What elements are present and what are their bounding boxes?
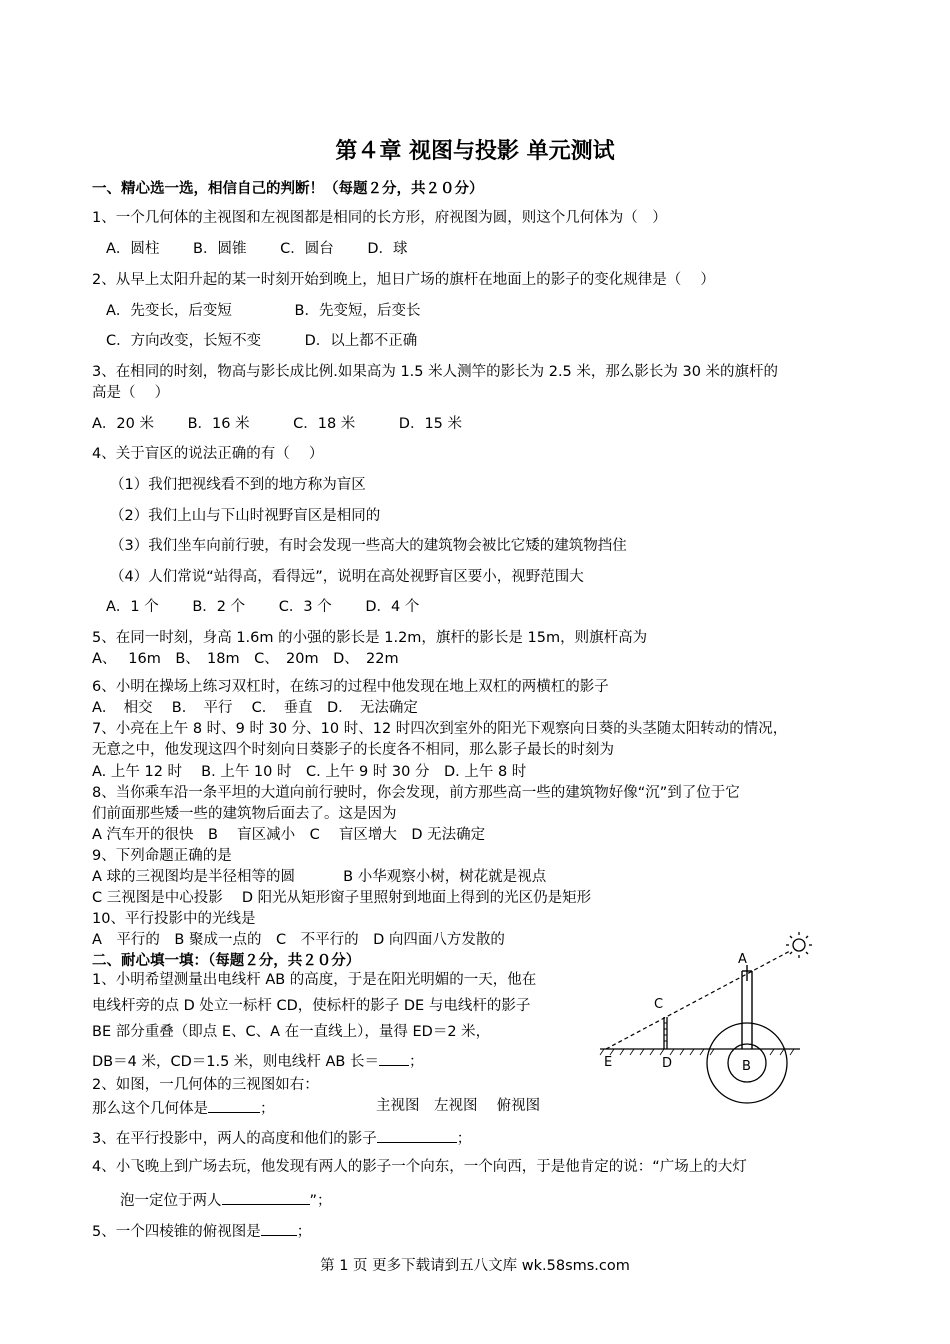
q4-statement-1: （1）我们把视线看不到的地方称为盲区: [110, 477, 366, 493]
answer-blank: [377, 1128, 457, 1143]
f2-line-1: 2、如图，一几何体的三视图如右：: [92, 1077, 319, 1093]
q4-statement-2: （2）我们上山与下山时视野盲区是相同的: [110, 508, 381, 524]
q9-options-cd: C 三视图是中心投影 D 阳光从矩形窗子里照射到地面上得到的光区仍是矩形: [92, 890, 592, 906]
f5-line: 5、一个四棱锥的俯视图是 ；: [92, 1221, 311, 1241]
answer-blank: [222, 1190, 310, 1205]
q1-stem: 1、一个几何体的主视图和左视图都是相同的长方形，府视图为圆，则这个几何体为（ ）: [92, 210, 667, 226]
q10-options: A 平行的 B 聚成一点的 C 不平行的 D 向四面八方发散的: [92, 932, 505, 948]
q8-options: A 汽车开的很快 B 盲区减小 C 盲区增大 D 无法确定: [92, 827, 486, 843]
q3-options: A．20 米 B．16 米 C．18 米 D．15 米: [92, 416, 463, 432]
page-footer: 第 1 页 更多下载请到五八文库 wk.58sms.com: [320, 1258, 630, 1274]
q6-stem: 6、小明在操场上练习双杠时，在练习的过程中他发现在地上双杠的两横杠的影子: [92, 679, 609, 695]
q4-statement-4: （4）人们常说“站得高，看得远”，说明在高处视野盲区要小，视野范围大: [110, 569, 584, 585]
label-a: A: [738, 952, 747, 967]
answer-blank: [208, 1098, 260, 1113]
q3-stem-1: 3、在相同的时刻，物高与影长成比例.如果高为 1.5 米人测竿的影长为 2.5 米，那么影长为 30 米的旗杆的: [92, 364, 779, 380]
sun-ray: [606, 951, 790, 1049]
f2-line-2: 那么这个几何体是 ；: [92, 1098, 275, 1118]
label-c: C: [654, 997, 664, 1012]
q2-options-ab: A．先变长，后变短 B．先变短，后变长: [106, 303, 421, 319]
f1-line-4: DB＝4 米，CD＝1.5 米，则电线杆 AB 长＝ ；: [92, 1051, 424, 1071]
f3-line: 3、在平行投影中，两人的高度和他们的影子 ；: [92, 1128, 471, 1148]
q6-options: A． 相交 B． 平行 C． 垂直 D． 无法确定: [92, 700, 418, 716]
f4-line-1: 4、小飞晚上到广场去玩，他发现有两人的影子一个向东，一个向西，于是他肯定的说：“广场上的大灯: [92, 1159, 747, 1175]
shadow-measurement-figure: [590, 925, 820, 1115]
section-1-heading: 一、精心选一选，相信自己的判断！（每题２分，共２０分）: [92, 181, 484, 197]
answer-blank: [261, 1221, 297, 1236]
electric-pole-ab: [707, 965, 787, 1103]
label-d: D: [662, 1056, 673, 1071]
q10-stem: 10、平行投影中的光线是: [92, 911, 256, 927]
q7-stem-1: 7、小亮在上午 8 时、9 时 30 分、10 时、12 时四次到室外的阳光下观察向日葵的头茎随太阳转动的情况，: [92, 721, 788, 737]
f1-line-1: 1、小明希望测量出电线杆 AB 的高度，于是在阳光明媚的一天，他在: [92, 972, 537, 988]
q5-options: A、 16m B、 18m C、 20m D、 22m: [92, 651, 399, 667]
ground-hatching: [600, 1049, 794, 1055]
q9-stem: 9、下列命题正确的是: [92, 848, 232, 864]
q8-stem-2: 们前面那些矮一些的建筑物后面去了。这是因为: [92, 806, 397, 822]
label-e: E: [604, 1055, 613, 1070]
section-2-heading: 二、耐心填一填：（每题２分，共２０分）: [92, 953, 361, 969]
f1-line-2: 电线杆旁的点 D 处立一标杆 CD，使标杆的影子 DE 与电线杆的影子: [92, 998, 531, 1014]
q4-stem: 4、关于盲区的说法正确的有（ ）: [92, 446, 324, 462]
label-b: B: [742, 1059, 751, 1074]
f1-line-3: BE 部分重叠（即点 E、C、A 在一直线上），量得 ED＝2 米，: [92, 1024, 491, 1040]
q4-statement-3: （3）我们坐车向前行驶，有时会发现一些高大的建筑物会被比它矮的建筑物挡住: [110, 538, 627, 554]
answer-blank: [379, 1051, 409, 1066]
q2-stem: 2、从早上太阳升起的某一时刻开始到晚上，旭日广场的旗杆在地面上的影子的变化规律是（ ）: [92, 272, 715, 288]
q7-options: A. 上午 12 时 B. 上午 10 时 C. 上午 9 时 30 分 D. 上午 8 时: [92, 764, 527, 780]
marker-pole-cd: [664, 1017, 667, 1049]
q3-stem-2: 高是（ ）: [92, 385, 170, 401]
q8-stem-1: 8、当你乘车沿一条平坦的大道向前行驶时，你会发现，前方那些高一些的建筑物好像“沉”到了位于它: [92, 785, 740, 801]
q2-options-cd: C．方向改变，长短不变 D．以上都不正确: [106, 333, 418, 349]
q1-options: A．圆柱 B．圆锥 C．圆台 D．球: [106, 241, 408, 257]
q9-options-ab: A 球的三视图均是半径相等的圆 B 小华观察小树，树花就是视点: [92, 869, 547, 885]
q7-stem-2: 无意之中，他发现这四个时刻向日葵影子的长度各不相同，那么影子最长的时刻为: [92, 742, 614, 758]
sun-icon: [786, 932, 812, 958]
page-title: 第４章 视图与投影 单元测试: [335, 139, 615, 164]
q4-options: A．1 个 B．2 个 C．3 个 D．4 个: [106, 599, 420, 615]
f4-line-2: 泡一定位于两人 ”；: [120, 1190, 332, 1210]
q5-stem: 5、在同一时刻，身高 1.6m 的小强的影长是 1.2m，旗杆的影长是 15m，则旗杆高为: [92, 630, 648, 646]
f2-view-labels: 主视图 左视图 俯视图: [376, 1098, 541, 1114]
